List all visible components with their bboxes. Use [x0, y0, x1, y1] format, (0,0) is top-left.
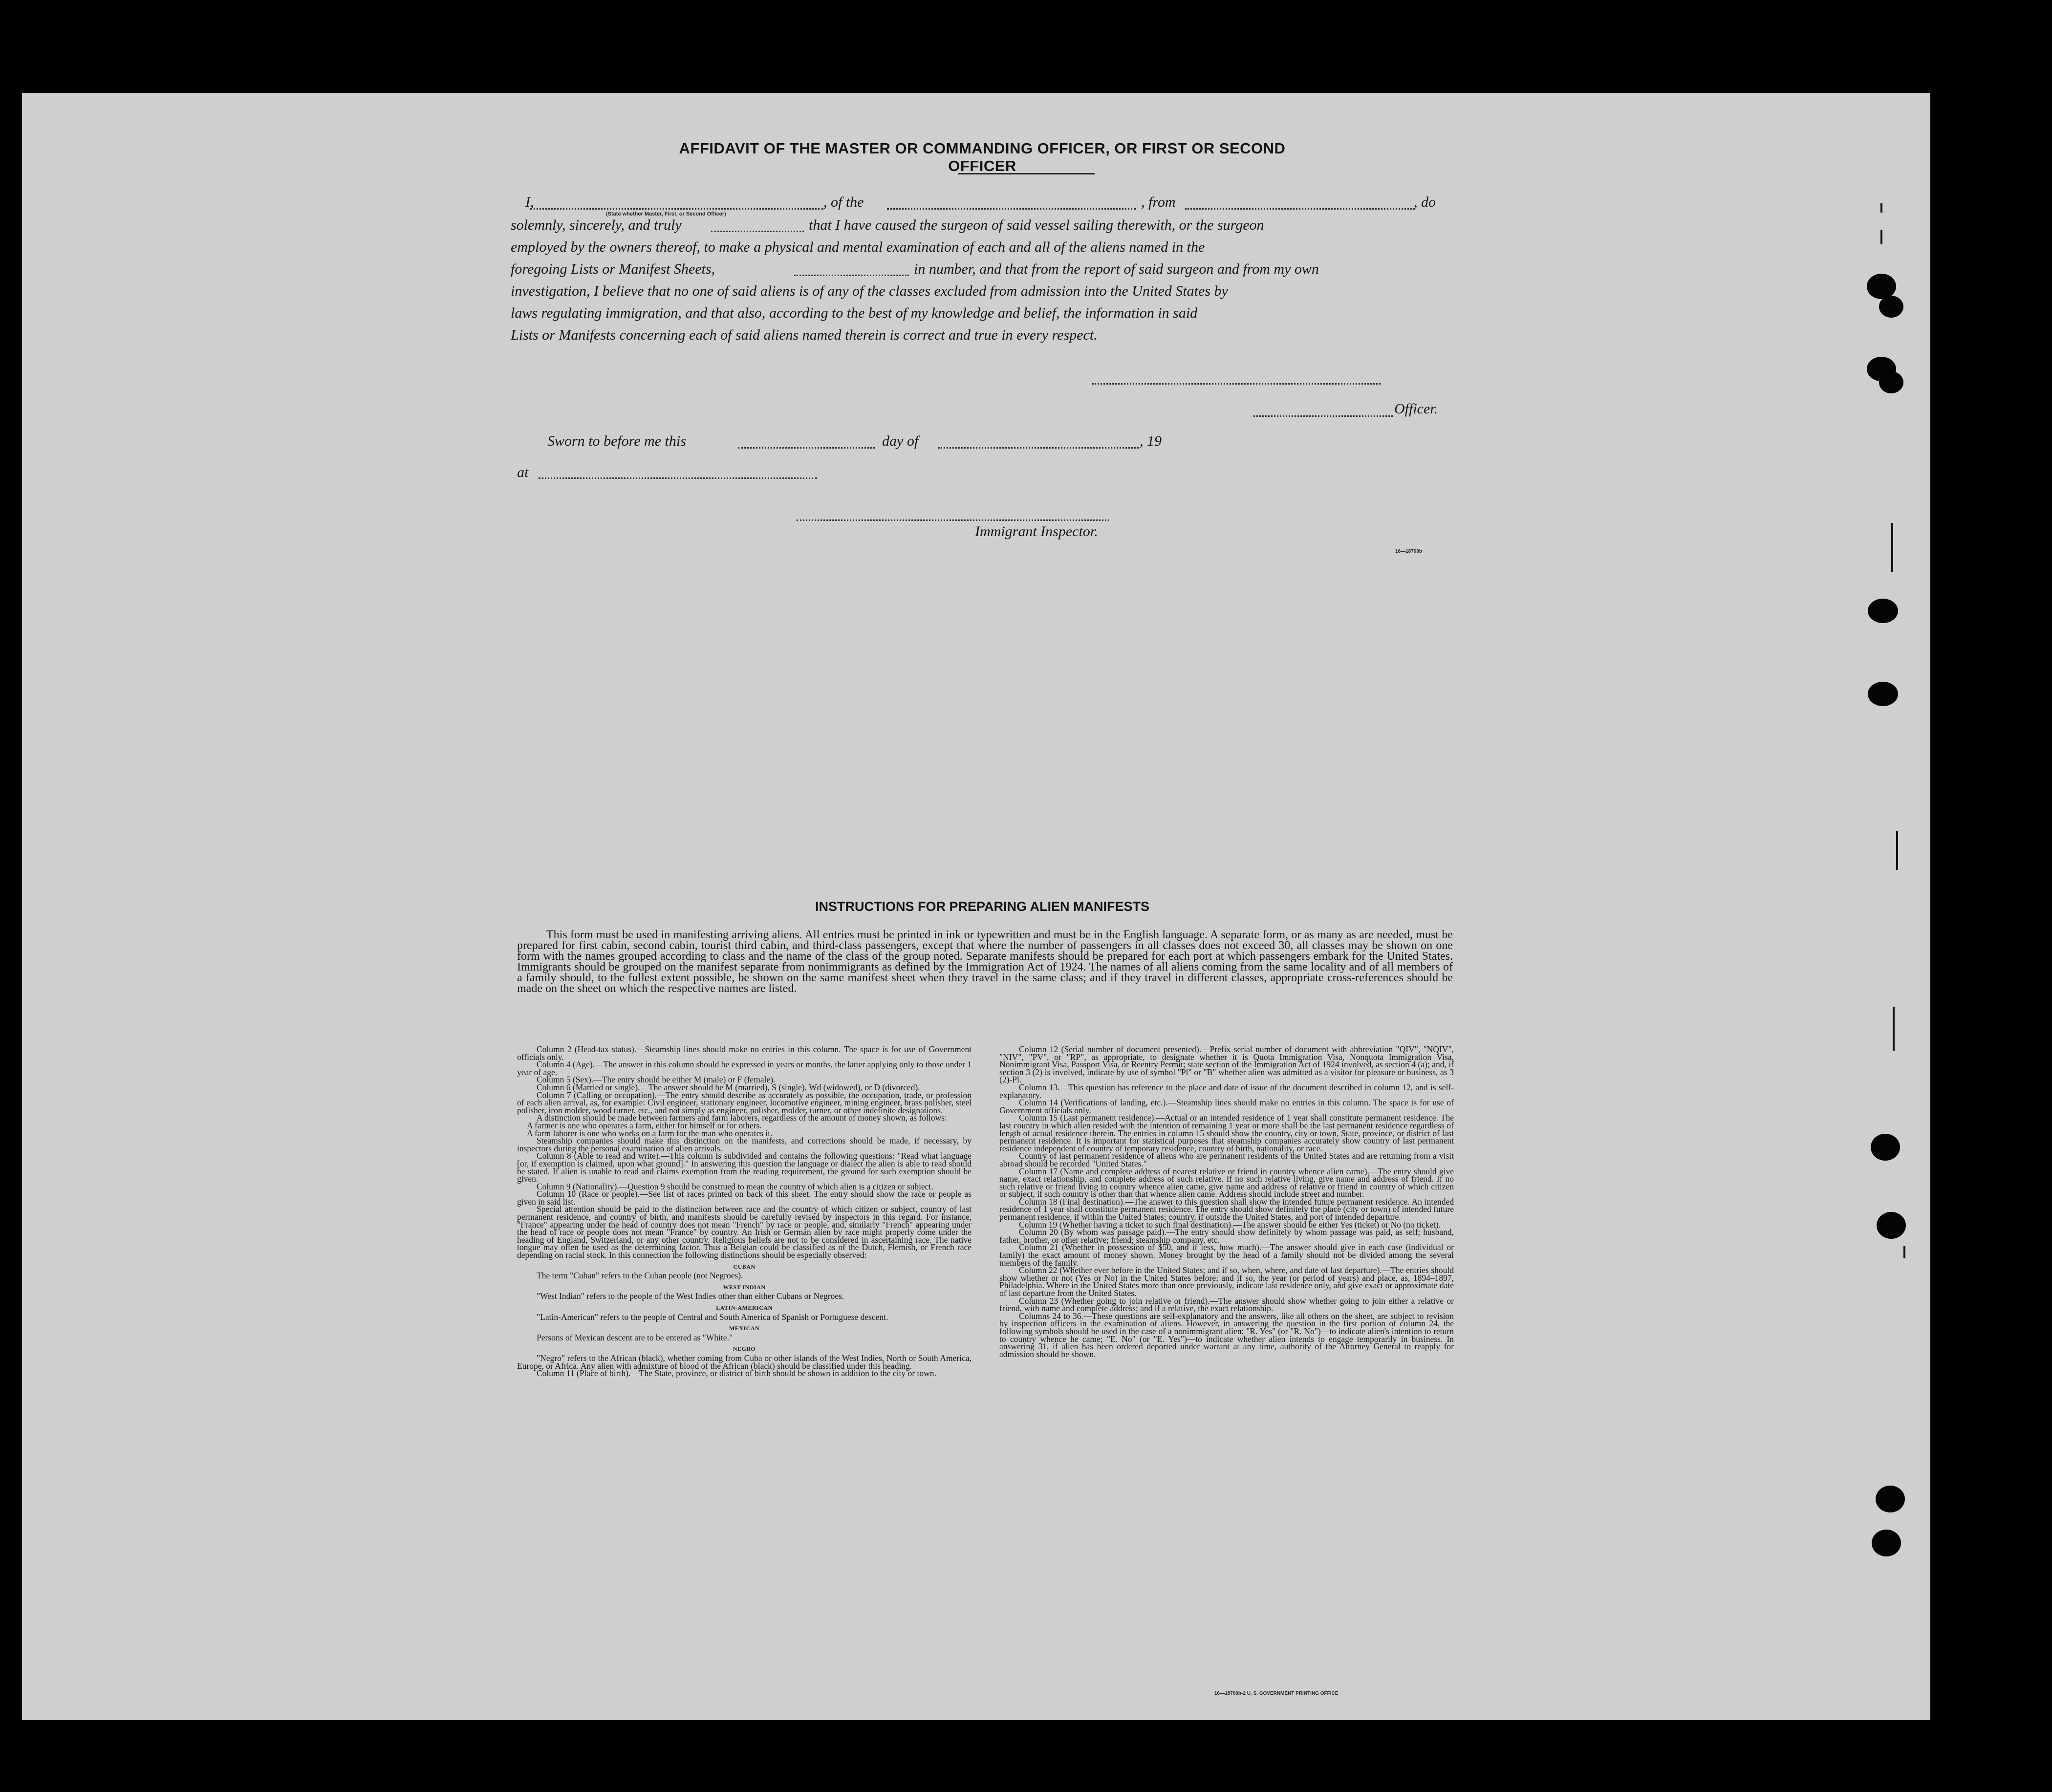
instruction-paragraph: A distinction should be made between farmers and farm laborers, regardless of the amount of money shown, as follows:: [537, 1113, 947, 1123]
instruction-paragraph: Column 11 (Place of birth).—The State, province, or district of birth should be shown in addition to the city or town.: [537, 1368, 936, 1379]
sworn-place-blank[interactable]: [539, 477, 817, 479]
instruction-heading: NEGRO: [733, 1345, 756, 1353]
instructions-title: INSTRUCTIONS FOR PREPARING ALIEN MANIFESTS: [815, 899, 1150, 914]
affidavit-title: AFFIDAVIT OF THE MASTER OR COMMANDING OFFICER, OR FIRST OR SECOND OFFICER: [679, 140, 1286, 174]
instruction-paragraph: Column 9 (Nationality).—Question 9 should be construed to mean the country of which alien is a citizen or subject.: [537, 1181, 933, 1191]
binding-hole: [1879, 296, 1903, 318]
instruction-paragraph: Country of last permanent residence of aliens who are permanent residents of the United States and are returning from a visit abroad should be recorded "United States.": [999, 1151, 1454, 1168]
binding-hole: [1872, 1530, 1901, 1556]
instruction-paragraph: Column 15 (Last permanent residence).—Actual or an intended residence of 1 year shall constitute permanent residence. The last country in which alien resided with the intention of remaining 1 year or more shall be the last permanent residence regardless of length of actual residence therein. The entries in column 15 should show the country, city or town, State, province, or district of last permanent residence. It is important for statistical purposes that steamship companies accurately show country of last permanent residence independent of country of temporary residence, country of birth, nationality, or race.: [999, 1113, 1454, 1153]
instruction-paragraph: The term "Cuban" refers to the Cuban people (not Negroes).: [537, 1271, 743, 1281]
scan-mark: [1880, 230, 1882, 244]
instruction-paragraph: "Negro" refers to the African (black), whether coming from Cuba or other islands of the West Indies, North or South America, Europe, or Africa. Any alien with admixture of blood of the African (black) should be classified under this heading.: [517, 1353, 972, 1371]
binding-hole: [1876, 1486, 1905, 1512]
inspector-label: Immigrant Inspector.: [975, 523, 1098, 540]
instruction-paragraph: Column 14 (Verifications of landing, etc.).—Steamship lines should make no entries in this column. The space is for use of Government officials only.: [999, 1098, 1454, 1115]
instruction-paragraph: Column 4 (Age).—The answer in this column should be expressed in years or months, the latter applying only to those under 1 year of age.: [517, 1059, 972, 1077]
affidavit-form-number: 16—18709b: [1395, 549, 1423, 554]
instruction-paragraph: Column 8 (Able to read and write).—This column is subdivided and contains the following questions: "Read what language [or, if exemption is claimed, upon what ground]." In answering this question the language or dialect the alien is able to read should be stated. If alien is unable to read and claims exemption from the reading requirement, the ground for such exemption should be given.: [517, 1151, 972, 1184]
officer-label: Officer.: [1394, 401, 1438, 417]
instruction-paragraph: Special attention should be paid to the distinction between race and the country of which citizen or subject, country of last permanent residence, and country of birth, and manifests should be carefully revised by inspectors in this regard. For instance, "France" appearing under the head of country does not mean "French" by race or people, and, similarly "French" appearing under the head of race or people does not mean "France" by country. An Irish or German alien by race might properly come under the heading of England, Switzerland, or any other country. Religious beliefs are not to be considered in ascertaining race. The native tongue may often be used as the determining factor. Thus a Belgian could be classified as of the Dutch, Flemish, or French race depending on racial stock. In this connection the following distinctions should be especially observed:: [517, 1204, 972, 1260]
instruction-paragraph: Column 19 (Whether having a ticket to such final destination).—The answer should be either Yes (ticket) or No (no ticket).: [1019, 1219, 1441, 1230]
at-label: at: [517, 464, 529, 480]
instruction-paragraph: Column 21 (Whether in possession of $50, and if less, how much).—The answer should give in each case (individual or family) the exact amount of money shown. Money brought by the head of a family should not be divided among the several members of the family.: [999, 1242, 1454, 1268]
port-from-blank[interactable]: [1185, 208, 1415, 210]
scan-mark: [1891, 523, 1893, 572]
affidavit-line-3: employed by the owners thereof, to make a physical and mental examination of each and all of the aliens named in the: [511, 239, 1205, 255]
instruction-paragraph: Column 6 (Married or single).—The answer should be M (married), S (single), Wd (widowed), or D (divorced).: [537, 1082, 920, 1092]
instruction-paragraph: A farm laborer is one who works on a farm for the man who operates it.: [527, 1128, 773, 1138]
instruction-paragraph: Column 12 (Serial number of document presented).—Prefix serial number of document with abbreviation "QIV", "NQIV", "NIV", "PV", or "RP", as appropriate, to designate whether it is Quota Immigration Visa, Nonquota Immigration Visa, Nonimmigrant Visa, Passport Visa, or Reentry Permit; state section of the Immigration Act of 1924 involved, as section 4 (a); and, if section 3 (2) is involved, indicate by use of symbol "Pl" or "B" whether alien was admitted as a visitor for pleasure or business, as 3 (2)-Pl.: [999, 1044, 1454, 1085]
inspector-signature-line[interactable]: [797, 519, 1109, 521]
instruction-paragraph: Column 13.—This question has reference to the place and date of issue of the document described in column 12, and is self-explanatory.: [999, 1082, 1454, 1100]
instruction-paragraph: Column 20 (By whom was passage paid).—The entry should show definitely by whom passage was paid, as self; husband, father, brother, or other relative; friend; steamship company, etc.: [999, 1227, 1454, 1245]
scan-mark: [1903, 1246, 1905, 1258]
instruction-paragraph: Steamship companies should make this distinction on the manifests, and corrections should be made, if necessary, by inspectors during the personal examination of alien arrivals.: [517, 1136, 972, 1153]
affidavit-line-5: investigation, I believe that no one of said aliens is of any of the classes excluded from admission into the United States by: [511, 283, 1228, 299]
instruction-paragraph: Column 7 (Calling or occupation).—The entry should describe as accurately as possible, the occupation, trade, or profession of each alien arrival, as, for example: Civil engineer, stationary engineer, locomotive engineer, mining engineer, brass polisher, steel polisher, iron molder, wood turner, etc., and not simply as engineer, polisher, molder, turner, or other indefinite designations.: [517, 1090, 972, 1115]
affidavit-line-6: laws regulating immigration, and that also, according to the best of my knowledge and belief, the information in said: [511, 305, 1198, 321]
instruction-heading: LATIN-AMERICAN: [716, 1304, 773, 1311]
instruction-paragraph: "West Indian" refers to the people of the West Indies other than either Cubans or Negroes.: [537, 1291, 844, 1301]
instruction-paragraph: A farmer is one who operates a farm, either for himself or for others.: [527, 1120, 762, 1130]
binding-hole: [1877, 1212, 1906, 1239]
instructions-right-column: [999, 1046, 1454, 1358]
instruction-heading: MEXICAN: [729, 1325, 760, 1332]
sworn-month-blank[interactable]: [938, 447, 1139, 449]
instruction-paragraph: Column 17 (Name and complete address of nearest relative or friend in country whence alien came).—The entry should give name, exact relationship, and complete address of such relative. If no such relative living, give name and address of friend. If no such relative or friend living in country whence alien came, give name and address of relative or friend in country of which citizen or subject, if such country is other than that whence alien came. Address should include street and number.: [999, 1166, 1454, 1199]
instruction-paragraph: "Latin-American" refers to the people of Central and South America of Spanish or Portuguese descent.: [537, 1312, 888, 1322]
instructions-left-column: [517, 1046, 972, 1378]
instruction-paragraph: Column 2 (Head-tax status).—Steamship lines should make no entries in this column. The space is for use of Government officials only.: [517, 1044, 972, 1062]
printing-office-footer: 16—18709b-2 U. S. GOVERNMENT PRINTING OFFICE: [1214, 1691, 1339, 1696]
affidavit-line-7: Lists or Manifests concerning each of said aliens named therein is correct and true in every respect.: [511, 327, 1098, 343]
instruction-paragraph: Column 22 (Whether ever before in the United States; and if so, when, where, and date of last departure).—The entries should show whether or not (Yes or No) in the United States before; and if so, the year (or period of years) and place, as, 1894–1897, Philadelphia. Where in the United States more than once previously, indicate last residence only, and give exact or approximate date of last departure from the United States.: [999, 1265, 1454, 1298]
year-label: , 19: [1140, 433, 1162, 449]
title-underline: [958, 173, 1095, 174]
instruction-paragraph: Column 23 (Whether going to join relative or friend).—The answer should show whether going to join either a relative or friend, with name and complete address; and if a relative, the exact relationship.: [999, 1295, 1454, 1314]
sheet-count-blank[interactable]: [794, 275, 909, 276]
sworn-day-blank[interactable]: [738, 447, 875, 449]
officer-signature-line[interactable]: [1092, 383, 1381, 385]
instruction-heading: CUBAN: [733, 1263, 756, 1270]
binding-hole: [1879, 371, 1903, 393]
day-of-label: day of: [882, 433, 919, 449]
instruction-paragraph: Persons of Mexican descent are to be entered as "White.": [537, 1332, 733, 1342]
sworn-label: Sworn to before me this: [547, 433, 686, 449]
rank-sub-note: (State whether Master, First, or Second Officer): [606, 211, 726, 217]
binding-hole: [1871, 1134, 1900, 1161]
officer-title-line[interactable]: [1253, 415, 1393, 417]
instruction-paragraph: Column 5 (Sex).—The entry should be either M (male) or F (female).: [537, 1075, 776, 1085]
binding-hole: [1868, 682, 1898, 706]
binding-hole: [1868, 599, 1898, 623]
vessel-name-blank[interactable]: [887, 208, 1136, 210]
instruction-paragraph: Columns 24 to 36.—These questions are self-explanatory and the answers, like all others on the sheet, are subject to revision by inspection officers in the examination of aliens. However, in answering the question in the first portion of column 24, the following symbols should be used in the case of a nonimmigrant alien: "R. Yes" (or "R. No")—to indicate alien's intention to return to country whence he came; "E. No" (or "E. Yes")—to indicate whether alien intends to engage temporarily in business. In answering 31, if alien has been ordered deported under warrant at any time, authority of the Attorney General to reapply for admission should be shown.: [999, 1311, 1454, 1359]
instruction-paragraph: Column 10 (Race or people).—See list of races printed on back of this sheet. The entry should show the race or people as given in said list.: [517, 1189, 972, 1207]
instructions-intro: This form must be used in manifesting arriving aliens. All entries must be printed in ink or typewritten and must be in the English language. A separate form, or as many as are needed, must be prepared for first cabin, second cabin, tourist third cabin, and third-class passengers, except that where the number of passengers in all classes does not exceed 30, all classes may be shown on one form with the names grouped according to class and the name of the class of the group noted. Separate manifests should be prepared for each port at which passengers embark for the United States. Immigrants should be grouped on the manifest separate from nonimmigrants as defined by the Immigration Act of 1924. The names of all aliens coming from the same locality and of all members of a family should, to the fullest extent possible, be shown on the same manifest sheet when they travel in the same class; and if they travel in different classes, appropriate cross-references should be made on the sheet on which the respective names are listed.: [517, 928, 1453, 995]
scan-mark: [1880, 203, 1882, 213]
instruction-heading: WEST INDIAN: [723, 1283, 766, 1291]
scan-mark: [1896, 831, 1898, 870]
instruction-paragraph: Column 18 (Final destination).—The answer to this question shall show the intended future permanent residence. An intended residence of 1 year shall constitute permanent residence. The entry should show definitely the place (city or town) of intended future permanent residence, if within the United States; country, if outside the United States, and port of intended departure.: [999, 1196, 1454, 1222]
officer-rank-blank[interactable]: [530, 208, 823, 210]
sincerity-blank[interactable]: [711, 231, 804, 232]
scan-mark: [1893, 1007, 1895, 1051]
